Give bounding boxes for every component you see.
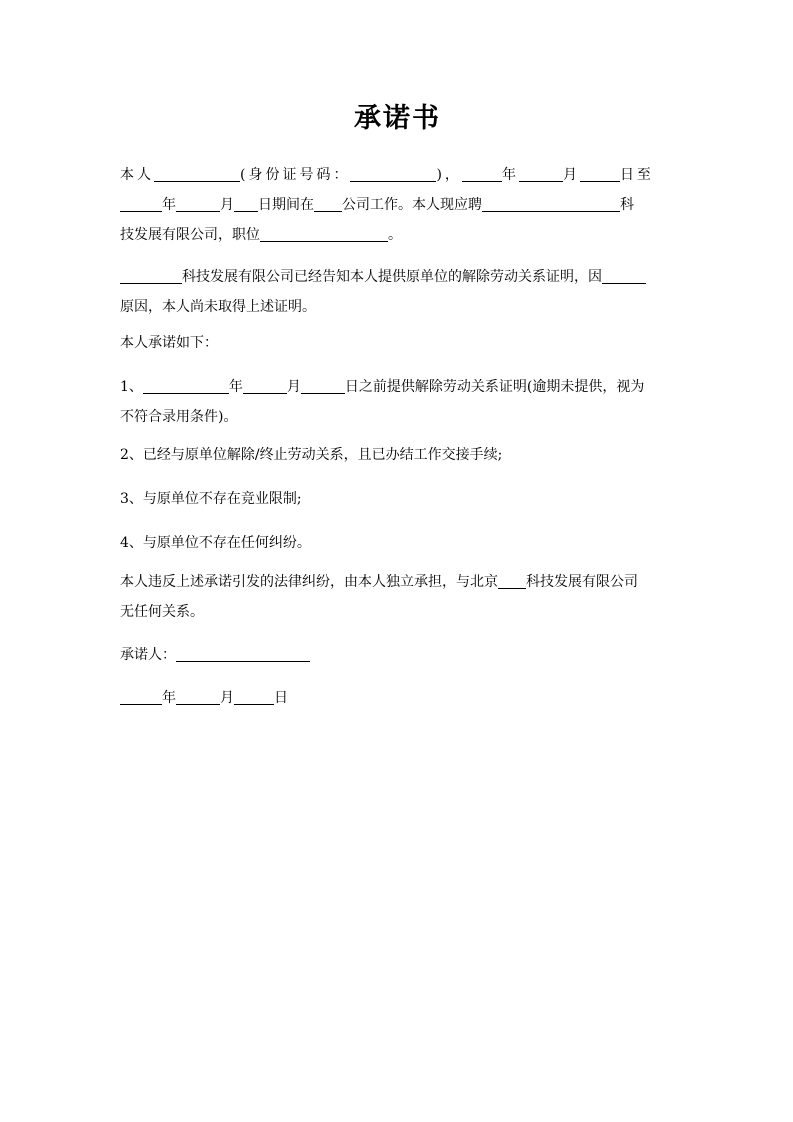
blank-deadline-day: [301, 376, 345, 394]
text-segment: 日期间在: [258, 197, 314, 213]
text-segment: 月: [220, 197, 234, 213]
blank-beijing-company: [498, 571, 526, 589]
text-segment: 年: [162, 197, 176, 213]
text-segment: 1、: [120, 379, 143, 395]
text-segment: 。: [388, 227, 402, 243]
text-segment: 本人承诺如下：: [120, 335, 218, 351]
blank-end-month: [176, 194, 220, 212]
commitment-item-2: [120, 440, 675, 470]
paragraph-liability: [120, 567, 675, 627]
text-segment: 月: [220, 690, 234, 706]
blank-applied-company: [482, 194, 620, 212]
blank-sign-day: [234, 687, 274, 705]
blank-sign-month: [176, 687, 220, 705]
blank-deadline-year: [143, 376, 229, 394]
paragraph-commitments-intro: [120, 328, 675, 358]
text-segment: )，: [436, 167, 462, 183]
blank-company-name: [120, 266, 182, 284]
paragraph-line: [120, 262, 675, 292]
paragraph-line: [120, 190, 675, 220]
text-segment: 科: [620, 197, 634, 213]
paragraph-line: [120, 160, 675, 190]
paragraph-line: [120, 640, 675, 670]
blank-signature: [176, 644, 310, 662]
text-segment: 2、已经与原单位解除/终止劳动关系，且已办结工作交接手续;: [120, 447, 503, 463]
text-segment: 年: [501, 167, 519, 183]
paragraph-line: [120, 372, 675, 402]
text-segment: 年: [228, 379, 243, 395]
text-segment: 技发展有限公司，职位: [120, 227, 260, 243]
signature-line: [120, 640, 675, 670]
text-segment: 年: [162, 690, 176, 706]
text-segment: 不符合录用条件)。: [120, 409, 238, 425]
text-segment: 本人: [120, 167, 154, 183]
blank-deadline-month: [243, 376, 287, 394]
text-segment: 原因，本人尚未取得上述证明。: [120, 299, 316, 315]
blank-end-day: [234, 194, 258, 212]
paragraph-line: [120, 402, 675, 432]
paragraph-line: [120, 292, 675, 322]
blank-previous-company: [314, 194, 342, 212]
commitment-item-4: [120, 528, 675, 558]
commitment-item-3: [120, 484, 675, 514]
text-segment: 月: [562, 167, 580, 183]
text-segment: 日之前提供解除劳动关系证明(逾期未提供，视为: [344, 379, 645, 395]
blank-id-number: [350, 164, 436, 182]
text-segment: 科技发展有限公司: [526, 574, 638, 590]
text-segment: 日至: [619, 167, 654, 183]
blank-reason: [602, 266, 646, 284]
blank-position: [260, 224, 388, 242]
blank-start-day: [580, 164, 620, 182]
paragraph-line: [120, 683, 675, 713]
text-segment: (身份证号码：: [240, 167, 351, 183]
paragraph-notice: [120, 262, 675, 322]
paragraph-line: [120, 567, 675, 597]
text-segment: 4、与原单位不存在任何纠纷。: [120, 535, 311, 551]
text-segment: 公司工作。本人现应聘: [342, 197, 482, 213]
date-line: [120, 683, 675, 713]
text-segment: 无任何关系。: [120, 604, 204, 620]
document-title: 承诺书: [354, 103, 441, 134]
paragraph-line: [120, 597, 675, 627]
text-segment: 科技发展有限公司已经告知本人提供原单位的解除劳动关系证明，因: [182, 269, 602, 285]
blank-end-year: [120, 194, 162, 212]
text-segment: 3、与原单位不存在竞业限制;: [120, 491, 302, 507]
text-segment: 月: [286, 379, 301, 395]
commitment-item-1: [120, 372, 675, 432]
blank-start-year: [462, 164, 502, 182]
blank-sign-year: [120, 687, 162, 705]
paragraph-personal-info: [120, 160, 675, 250]
text-segment: 日: [274, 690, 288, 706]
blank-start-month: [519, 164, 563, 182]
signature-label: 承诺人：: [120, 647, 176, 663]
text-segment: 本人违反上述承诺引发的法律纠纷，由本人独立承担，与北京: [120, 574, 498, 590]
blank-name: [154, 164, 240, 182]
paragraph-line: [120, 220, 675, 250]
